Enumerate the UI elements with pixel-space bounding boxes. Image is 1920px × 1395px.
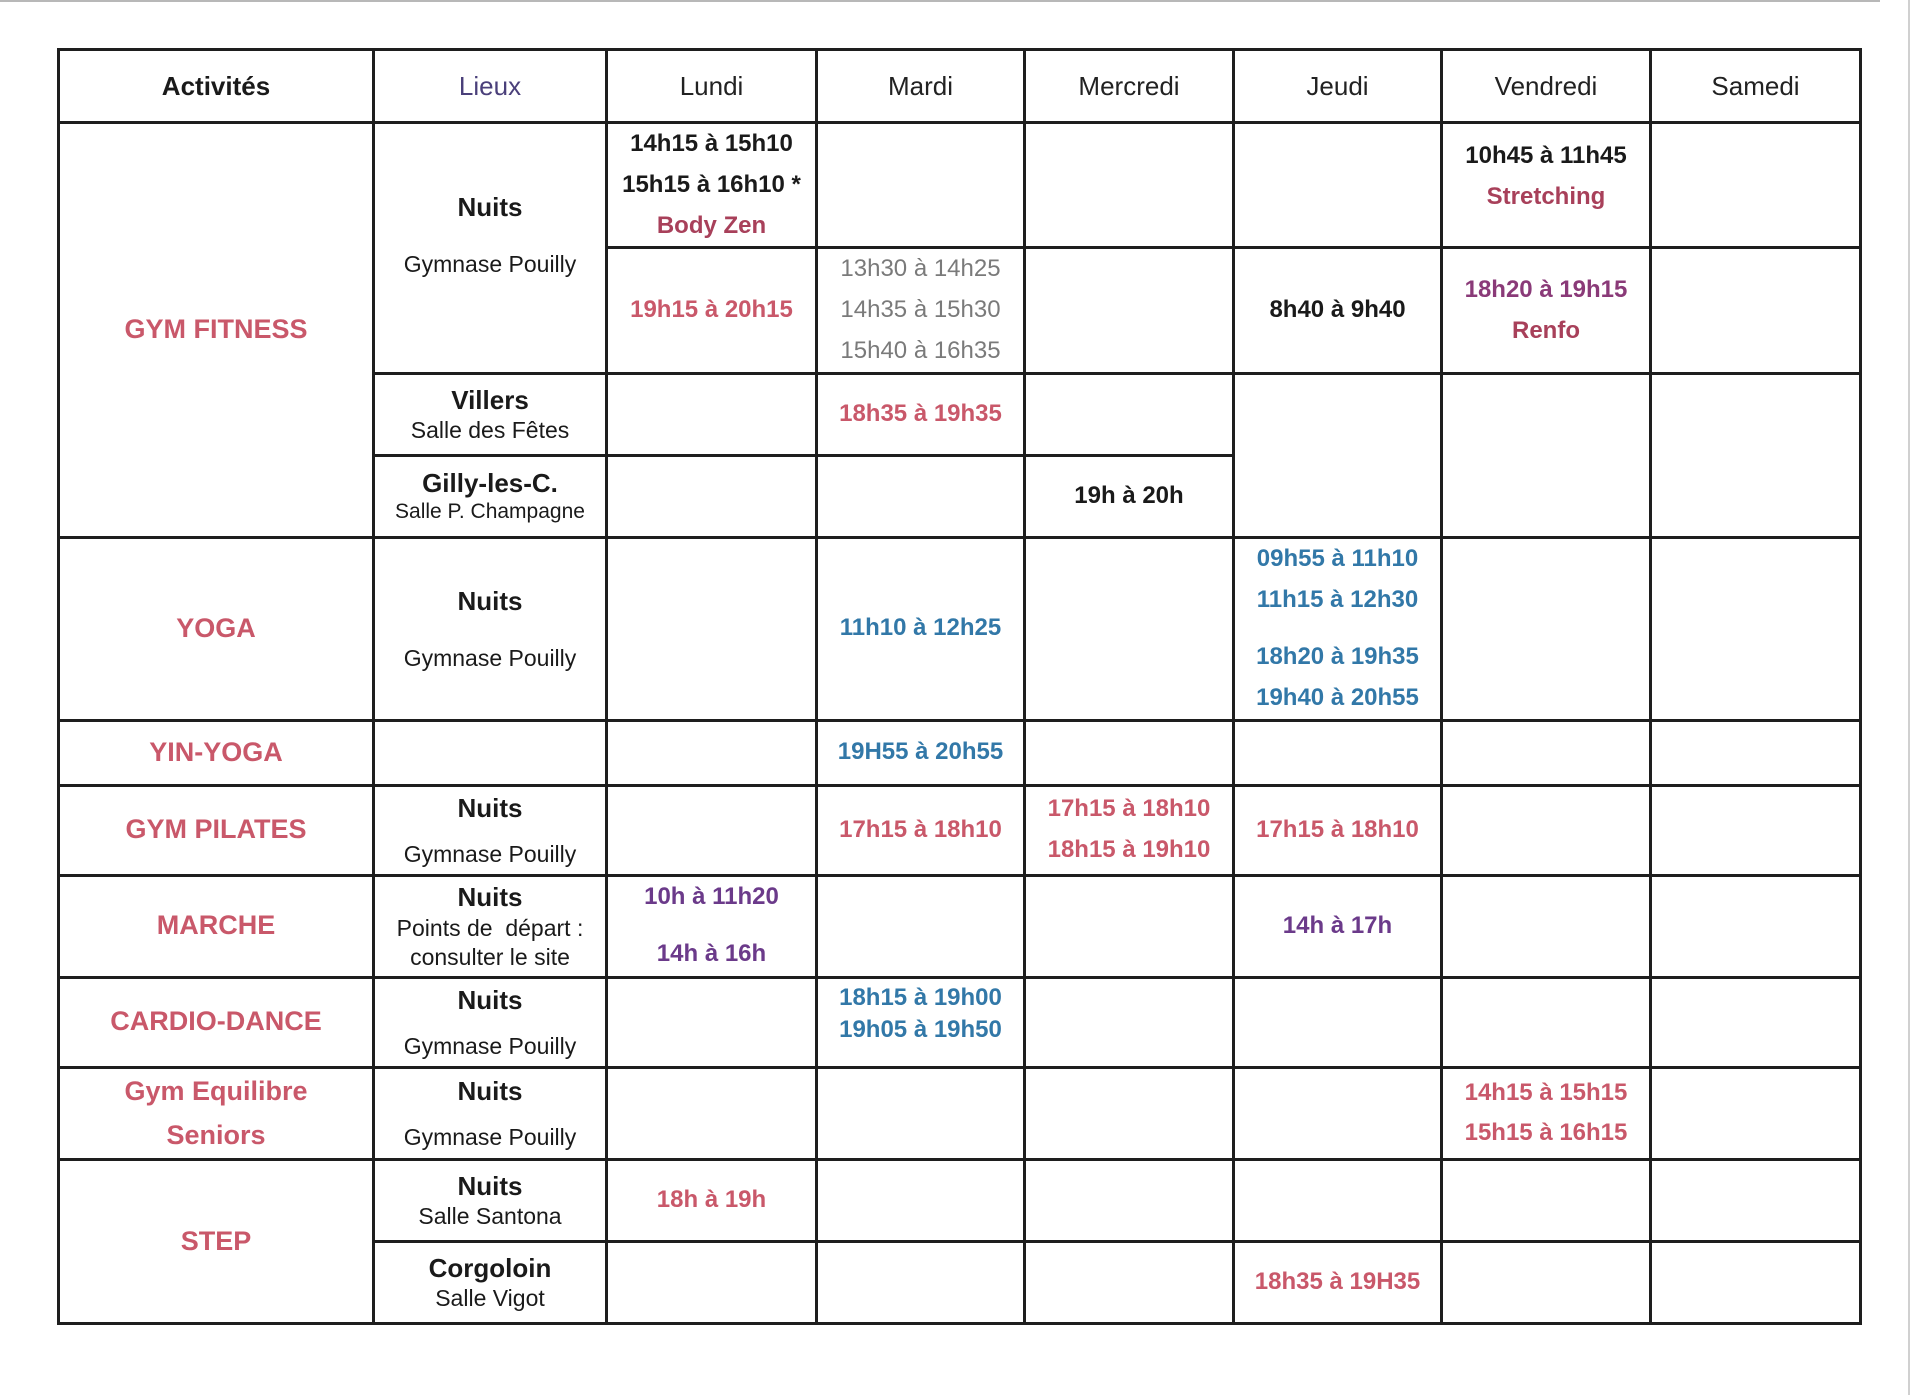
header-vendredi: Vendredi: [1442, 50, 1651, 123]
header-mercredi: Mercredi: [1025, 50, 1234, 123]
location-name: Gilly-les-C.: [422, 467, 558, 498]
slot-cell: [817, 720, 1025, 785]
empty-cell: [1651, 537, 1861, 720]
slot-cell: [1025, 785, 1234, 875]
activity-name-line: Seniors: [166, 1120, 266, 1151]
table-row: [59, 785, 1861, 875]
location-note: Points de départ :: [396, 914, 584, 941]
empty-cell: [817, 123, 1025, 248]
activity-step: STEP: [59, 1159, 374, 1323]
time-slot: 10h à 11h20: [644, 883, 779, 911]
time-slot: 14h15 à 15h10: [630, 130, 793, 157]
empty-cell: [817, 1067, 1025, 1159]
time-slot: 19h05 à 19h50: [839, 1016, 1002, 1044]
location-cell: [374, 1241, 607, 1323]
time-slot: 11h10 à 12h25: [839, 614, 1002, 642]
time-slot: 15h40 à 16h35: [840, 336, 1001, 364]
empty-cell: [1025, 248, 1234, 373]
location-venue: Gymnase Pouilly: [403, 1124, 577, 1151]
location-name: Nuits: [457, 586, 523, 617]
table-row: [59, 1159, 1861, 1241]
empty-cell: [1234, 1159, 1442, 1241]
empty-cell: [1651, 248, 1861, 373]
location-venue: Gymnase Pouilly: [403, 644, 577, 671]
time-slot: 13h30 à 14h25: [840, 255, 1001, 283]
class-label: Renfo: [1512, 316, 1580, 344]
empty-cell: [1025, 720, 1234, 785]
time-slot: 17h15 à 18h10: [1047, 795, 1211, 823]
empty-cell: [817, 1241, 1025, 1323]
table-row: [59, 537, 1861, 720]
location-venue: Gymnase Pouilly: [403, 1033, 577, 1060]
empty-cell: [607, 537, 817, 720]
empty-cell: [1442, 373, 1651, 537]
activity-gym-equilibre-seniors: [59, 1067, 374, 1159]
location-venue: Salle P. Champagne: [395, 500, 585, 524]
empty-cell: [1234, 123, 1442, 248]
empty-cell: [1442, 1241, 1651, 1323]
table-row: [59, 875, 1861, 977]
empty-cell: [1651, 720, 1861, 785]
header-activites: Activités: [59, 50, 374, 123]
empty-cell: [1234, 1067, 1442, 1159]
slot-cell: [1234, 537, 1442, 720]
time-slot: 10h45 à 11h45: [1465, 142, 1627, 170]
time-slot: 14h35 à 15h30: [840, 296, 1001, 324]
empty-cell: [1234, 977, 1442, 1067]
slot-cell: [607, 1159, 817, 1241]
empty-cell: [607, 455, 817, 537]
table-row: [59, 720, 1861, 785]
time-slot: 14h à 16h: [656, 940, 767, 968]
location-venue: Salle des Fêtes: [410, 417, 570, 444]
empty-cell: [1025, 977, 1234, 1067]
empty-cell: [1651, 977, 1861, 1067]
time-slot: 14h15 à 15h15: [1464, 1078, 1628, 1106]
empty-cell: [607, 977, 817, 1067]
empty-cell: [1651, 1067, 1861, 1159]
empty-cell: [817, 875, 1025, 977]
empty-cell: [1025, 373, 1234, 455]
empty-cell: [1442, 875, 1651, 977]
location-venue: Gymnase Pouilly: [403, 250, 577, 277]
time-slot: 17h15 à 18h10: [1256, 815, 1419, 843]
empty-cell: [1234, 373, 1442, 537]
location-cell: [374, 785, 607, 875]
empty-cell: [1025, 123, 1234, 248]
scan-top-edge: [0, 0, 1880, 2]
empty-cell: [1025, 1067, 1234, 1159]
slot-cell: [1025, 455, 1234, 537]
location-name: Corgoloin: [428, 1252, 552, 1283]
slot-cell: [817, 537, 1025, 720]
schedule-table: [57, 48, 1862, 1325]
empty-cell: [1651, 123, 1861, 248]
activity-yin-yoga: YIN-YOGA: [59, 720, 374, 785]
empty-cell: [1442, 720, 1651, 785]
location-venue: Gymnase Pouilly: [403, 841, 577, 868]
location-name: Nuits: [457, 1075, 523, 1106]
activity-gym-pilates: GYM PILATES: [59, 785, 374, 875]
empty-cell: [607, 720, 817, 785]
header-samedi: Samedi: [1651, 50, 1861, 123]
time-slot: 17h15 à 18h10: [839, 815, 1002, 843]
location-name: Nuits: [457, 192, 523, 223]
location-name: Villers: [451, 384, 529, 415]
scan-right-edge: [1908, 0, 1910, 1395]
activity-cardio-dance: CARDIO-DANCE: [59, 977, 374, 1067]
class-label: Stretching: [1486, 183, 1606, 211]
slot-cell: [1234, 875, 1442, 977]
time-slot: 14h à 17h: [1282, 911, 1393, 939]
time-slot: 8h40 à 9h40: [1269, 296, 1406, 324]
empty-cell: [1025, 875, 1234, 977]
time-slot: 18h20 à 19h15: [1464, 275, 1628, 303]
slot-cell: [1442, 123, 1651, 248]
header-lieux: Lieux: [374, 50, 607, 123]
empty-cell: [817, 1159, 1025, 1241]
time-slot: 19h15 à 20h15: [630, 296, 793, 324]
empty-cell: [1442, 977, 1651, 1067]
location-venue: Salle Vigot: [435, 1285, 545, 1312]
location-cell: [374, 455, 607, 537]
empty-cell: [374, 720, 607, 785]
activity-name-line: Gym Equilibre: [124, 1075, 308, 1106]
empty-cell: [1025, 537, 1234, 720]
location-cell: [374, 123, 607, 374]
header-lundi: Lundi: [607, 50, 817, 123]
slot-cell: [607, 248, 817, 373]
empty-cell: [817, 455, 1025, 537]
empty-cell: [1442, 785, 1651, 875]
location-cell: [374, 537, 607, 720]
time-slot: 18h à 19h: [656, 1185, 767, 1213]
empty-cell: [607, 373, 817, 455]
table-row: [59, 977, 1861, 1067]
empty-cell: [1651, 1241, 1861, 1323]
slot-cell: [817, 785, 1025, 875]
empty-cell: [1234, 720, 1442, 785]
slot-cell: [817, 373, 1025, 455]
class-label: Body Zen: [656, 211, 767, 239]
time-slot: 11h15 à 12h30: [1256, 585, 1419, 613]
slot-cell: [1442, 1067, 1651, 1159]
slot-cell: [1234, 785, 1442, 875]
empty-cell: [1025, 1159, 1234, 1241]
time-slot: 15h15 à 16h10 *: [622, 170, 801, 198]
location-name: Nuits: [457, 792, 523, 823]
activity-marche: MARCHE: [59, 875, 374, 977]
slot-cell: [607, 875, 817, 977]
time-slot: 18h15 à 19h00: [839, 983, 1002, 1011]
empty-cell: [607, 785, 817, 875]
activity-gym-fitness: GYM FITNESS: [59, 123, 374, 538]
empty-cell: [1651, 1159, 1861, 1241]
time-slot: 15h15 à 16h15: [1464, 1119, 1628, 1147]
location-cell: [374, 1159, 607, 1241]
location-name: Nuits: [457, 1170, 523, 1201]
time-slot: 19H55 à 20h55: [837, 738, 1004, 766]
empty-cell: [1025, 1241, 1234, 1323]
empty-cell: [1651, 373, 1861, 537]
empty-cell: [1651, 785, 1861, 875]
activity-yoga: YOGA: [59, 537, 374, 720]
time-slot: 18h35 à 19H35: [1254, 1267, 1421, 1295]
time-slot: 19h40 à 20h55: [1256, 683, 1419, 711]
empty-cell: [1442, 1159, 1651, 1241]
time-slot: 19h à 20h: [1074, 481, 1184, 509]
time-slot: 18h20 à 19h35: [1256, 642, 1419, 670]
slot-cell: [607, 123, 817, 248]
slot-cell: [817, 248, 1025, 373]
location-cell: [374, 875, 607, 977]
location-note: consulter le site: [410, 943, 570, 970]
header-jeudi: Jeudi: [1234, 50, 1442, 123]
empty-cell: [607, 1067, 817, 1159]
location-cell: [374, 977, 607, 1067]
slot-cell: [1442, 248, 1651, 373]
time-slot: 18h15 à 19h10: [1047, 836, 1211, 864]
location-name: Nuits: [457, 882, 523, 913]
location-name: Nuits: [457, 984, 523, 1015]
location-cell: [374, 373, 607, 455]
slot-cell: [1234, 1241, 1442, 1323]
header-mardi: Mardi: [817, 50, 1025, 123]
time-slot: 18h35 à 19h35: [839, 399, 1002, 427]
slot-cell: [817, 977, 1025, 1067]
table-row: [59, 123, 1861, 248]
table-row: [59, 1067, 1861, 1159]
slot-cell: [1234, 248, 1442, 373]
empty-cell: [1442, 537, 1651, 720]
empty-cell: [607, 1241, 817, 1323]
time-slot: 09h55 à 11h10: [1256, 545, 1419, 573]
location-venue: Salle Santona: [418, 1203, 562, 1230]
header-row: [59, 50, 1861, 123]
empty-cell: [1651, 875, 1861, 977]
location-cell: [374, 1067, 607, 1159]
